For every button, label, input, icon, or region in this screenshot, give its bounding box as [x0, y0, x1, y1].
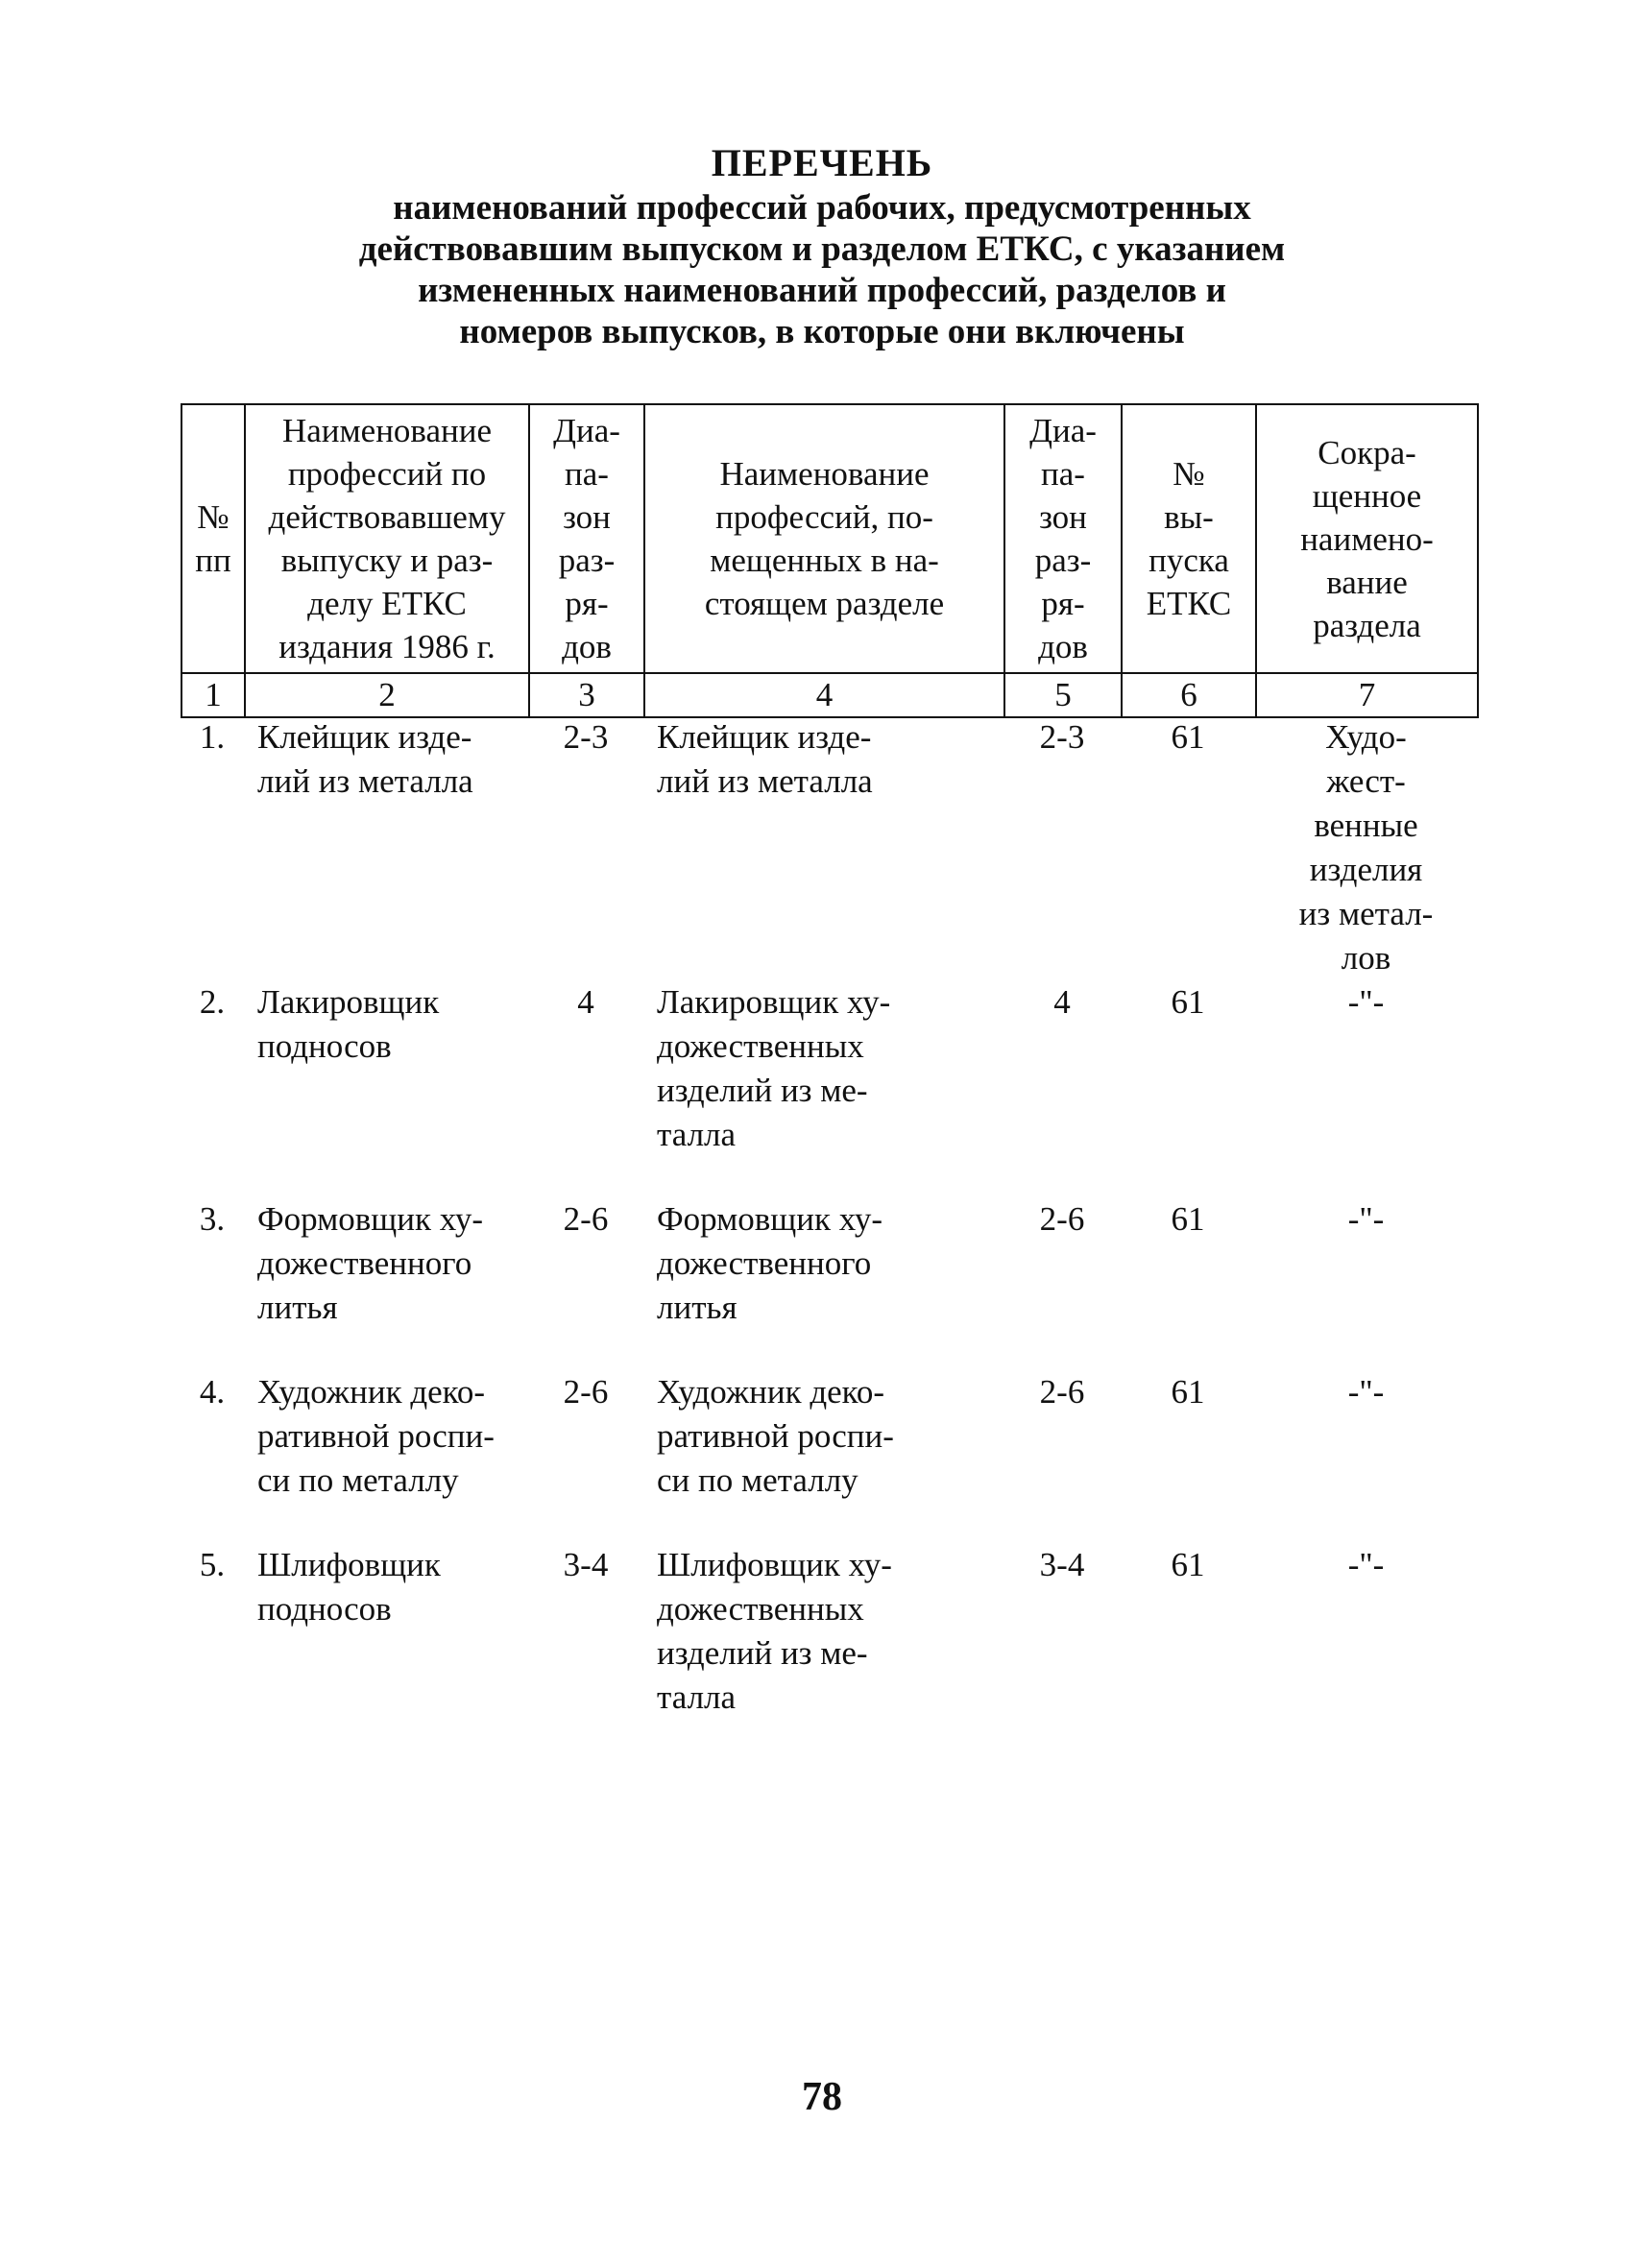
title-line-4: номеров выпусков, в которые они включены: [459, 312, 1185, 351]
etks-issue: 61: [1171, 983, 1205, 1021]
header-old-name: Наименование профессий по действовавшему выпуску и раз- делу ЕТКС издания 1986 г.: [245, 404, 529, 673]
section-short-name: Худо- жест- венные изделия из метал- лов: [1298, 718, 1434, 977]
row-num: 1.: [199, 718, 226, 756]
section-short-name: -"-: [1347, 1373, 1385, 1411]
new-profession-name: Формовщик ху- дожественного литья: [657, 1200, 883, 1326]
title-line-1: наименований профессий рабочих, предусмотренных: [393, 188, 1251, 228]
section-short-name: -"-: [1347, 1200, 1385, 1238]
section-short-name: -"-: [1347, 983, 1385, 1021]
old-profession-name: Лакировщик подносов: [257, 983, 440, 1065]
row-num: 4.: [199, 1373, 226, 1411]
row-num: 3.: [199, 1200, 226, 1238]
column-number: 6: [1122, 673, 1256, 717]
header-new-range: Диа- па- зон раз- ря- дов: [1004, 404, 1122, 673]
table-body: [181, 715, 1477, 1725]
new-profession-name: Лакировщик ху- дожественных изделий из ме- талла: [657, 983, 891, 1153]
row-num: 2.: [199, 983, 226, 1021]
etks-issue: 61: [1171, 1373, 1205, 1411]
old-profession-name: Шлифовщик подносов: [257, 1546, 441, 1628]
old-grade-range: 3-4: [563, 1546, 609, 1583]
table-row: [181, 1370, 1477, 1543]
column-number: 2: [245, 673, 529, 717]
section-short-name: -"-: [1347, 1546, 1385, 1583]
old-profession-name: Клейщик изде- лий из металла: [257, 718, 473, 800]
new-grade-range: 2-3: [1039, 718, 1085, 756]
old-grade-range: 2-6: [563, 1200, 609, 1238]
header-new-name: Наименование профессий, по- мещенных в на- стоящем разделе: [644, 404, 1004, 673]
column-number: 3: [529, 673, 644, 717]
new-profession-name: Клейщик изде- лий из металла: [657, 718, 873, 800]
header-num: № пп: [181, 404, 245, 673]
new-profession-name: Шлифовщик ху- дожественных изделий из ме- талла: [657, 1546, 892, 1716]
header-old-range: Диа- па- зон раз- ря- дов: [529, 404, 644, 673]
row-num: 5.: [199, 1546, 226, 1583]
table-row: [181, 715, 1477, 980]
table-row: [181, 980, 1477, 1197]
etks-issue: 61: [1171, 1200, 1205, 1238]
page-number: 78: [802, 2075, 842, 2119]
new-grade-range: 2-6: [1039, 1373, 1085, 1411]
column-number: 5: [1004, 673, 1122, 717]
old-profession-name: Художник деко- ративной роспи- си по металлу: [257, 1373, 495, 1499]
document-title: [0, 139, 1644, 352]
new-grade-range: 2-6: [1039, 1200, 1085, 1238]
etks-issue: 61: [1171, 718, 1205, 756]
old-grade-range: 4: [577, 983, 594, 1021]
table-row: [181, 1543, 1477, 1725]
title-line-2: действовавшим выпуском и разделом ЕТКС, с указанием: [358, 229, 1286, 269]
column-number: 4: [644, 673, 1004, 717]
table-header: [181, 403, 1479, 718]
column-number: 1: [181, 673, 245, 717]
old-grade-range: 2-6: [563, 1373, 609, 1411]
title-line-3: измененных наименований профессий, разделов и: [418, 271, 1226, 310]
old-grade-range: 2-3: [563, 718, 609, 756]
new-profession-name: Художник деко- ративной роспи- си по металлу: [657, 1373, 894, 1499]
title-heading: ПЕРЕЧЕНЬ: [711, 141, 933, 184]
header-issue: № вы- пуска ЕТКС: [1122, 404, 1256, 673]
column-number: 7: [1256, 673, 1478, 717]
etks-issue: 61: [1171, 1546, 1205, 1583]
old-profession-name: Формовщик ху- дожественного литья: [257, 1200, 484, 1326]
table-row: [181, 1197, 1477, 1370]
new-grade-range: 4: [1053, 983, 1071, 1021]
header-section: Сокра- щенное наимено- вание раздела: [1256, 404, 1478, 673]
new-grade-range: 3-4: [1039, 1546, 1085, 1583]
